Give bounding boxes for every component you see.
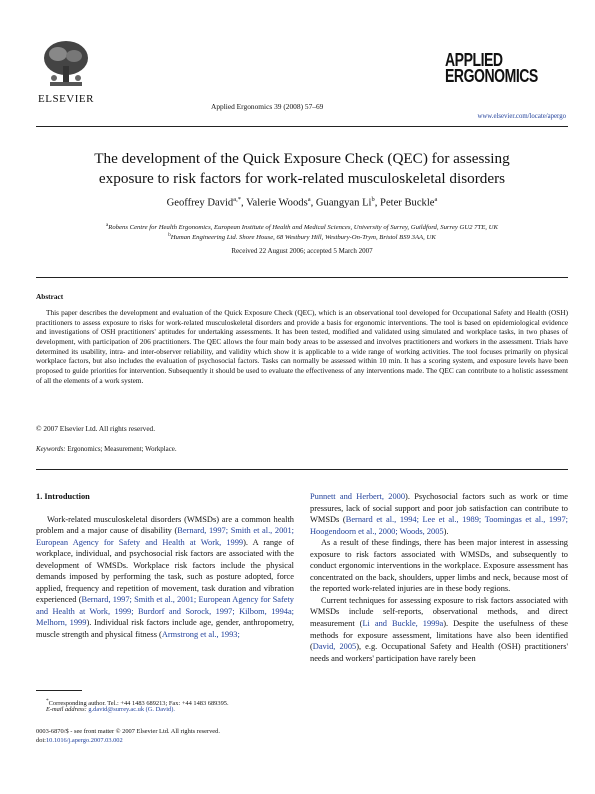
abstract-text: This paper describes the development and evaluation of the Quick Exposure Check (QEC), which is an observational tool developed for Occupational Safety and Health (OSH) practitioners to assess exposure to risks for work-related musculoskeletal disorders and provide a basis for ergonomic interventions. The tool is based on epidemiological evidence and investigations of OSH practitioners' aptitudes for undertaking assessments. It has been tested, modified and validated using simulated and workplace tasks, in two phases of development, with participation of 206 practitioners. The QEC allows the four main body areas to be assessed and involves practitioners and workers in the assessment. Trials have determined its usability, intra- and inter-observer reliability, and validity which show it is applicable to a wide range of working activities. The tool focuses primarily on physical workplace factors, but also includes the evaluation of psychosocial factors. Tasks can normally be assessed within 10 min. It has a scoring system, and exposure levels have been proposed to guide priorities for intervention. Subsequently it should be used to evaluate the effectiveness of any interventions made. The QEC can contribute to a holistic assessment of all the elements of a work system.	[36, 308, 568, 385]
citation-link[interactable]: Punnett and Herbert, 2000	[310, 492, 406, 501]
paragraph-text: ). A range of workplace, individual, and psychosocial risk factors are associated with the development of WMSDs. Workplace risk factors include the physical demands imposed by performing the task, such as posture adopted, force applied, frequency and repetition of movement, task duration and vibration experienced (	[36, 537, 294, 605]
citation-link[interactable]: Bernard, 1997; Smith et al., 2001; European Agency for Safety and Health at Work, 1999	[36, 526, 294, 547]
keywords-list: Ergonomics; Measurement; Workplace.	[65, 446, 177, 453]
title-line-2: exposure to risk factors for work-related musculoskeletal disorders	[98, 170, 506, 187]
affiliation-a-mark: a	[106, 223, 109, 228]
paragraph-text: ). Individual risk factors include age, gender, anthropometry, muscle strength and physical fitness (	[36, 618, 295, 640]
affiliation-b-text: Human Engineering Ltd. Shore House, 68 Westbury Hill, Westbury-On-Trym, Bristol BS9 3AA, UK	[170, 234, 436, 242]
elsevier-tree-icon	[40, 38, 92, 90]
author-affiliation-mark[interactable]: a,*	[233, 196, 241, 203]
paragraph-text: Work-related musculoskeletal disorders (WMSDs) are a common health problem and a major cause of disability (	[36, 514, 294, 536]
journal-reference: Applied Ergonomics 39 (2008) 57–69	[211, 102, 324, 111]
author-affiliation-mark[interactable]: a	[434, 196, 438, 203]
left-column	[36, 491, 294, 641]
copyright-notice: © 2007 Elsevier Ltd. All rights reserved.	[36, 424, 156, 433]
keywords	[36, 446, 177, 453]
citation-link[interactable]: Bernard, 1997; Smith et al., 2001; European Agency for Safety and Health at Work, 1999; Burdorf and Sorock, 1997; Kilbom, 1994a; Melhorn, 1999	[36, 595, 294, 628]
section-heading: 1. Introduction	[36, 492, 90, 501]
front-matter-notice: 0003-6870/$ - see front matter © 2007 Elsevier Ltd. All rights reserved.	[36, 728, 220, 735]
author-name: Peter Buckle	[380, 197, 435, 209]
citation-link[interactable]: Li and Buckle, 1999a	[362, 619, 444, 629]
elsevier-logo	[36, 38, 96, 106]
paragraph-text: ), e.g. Occupational Safety and Health (OSH) practitioners' needs and workers' participation have rarely been	[310, 642, 568, 663]
body-divider	[36, 469, 568, 470]
intro-paragraph-2: As a result of these findings, there has been major interest in assessing exposure to risk factors associated with WMSDs, and subsequently to conduct ergonomic interventions in the workplace. Exposure assessment has concentrated on the back, shoulders, upper limbs and neck, because most of the reported work-related injuries are in these body regions.	[310, 538, 568, 594]
email-label: E-mail address:	[46, 706, 87, 713]
affiliation-b-mark: b	[168, 233, 171, 238]
right-column	[310, 491, 568, 664]
page-header	[36, 38, 566, 120]
email-link[interactable]: g.david@surrey.ac.uk (G. David).	[88, 706, 175, 713]
author-affiliation-mark[interactable]: b	[371, 196, 375, 203]
author-affiliation-mark[interactable]: a	[307, 196, 311, 203]
intro-paragraph-1-cont	[310, 491, 568, 537]
journal-logo-line2: ERGONOMICS	[444, 66, 538, 86]
doi-label: doi:	[36, 737, 46, 744]
journal-url-link[interactable]: www.elsevier.com/locate/apergo	[477, 113, 566, 120]
intro-paragraph-1	[36, 514, 294, 641]
publisher-name: ELSEVIER	[38, 93, 94, 105]
abstract-heading: Abstract	[36, 292, 64, 301]
paragraph-text: ).	[443, 526, 449, 536]
paragraph-text: Current techniques for assessing exposure to risk factors associated with WMSDs include self-reports, observational methods, and direct measurement (	[310, 595, 568, 629]
journal-logo-line1: APPLIED	[444, 50, 503, 70]
abstract-divider	[36, 277, 568, 278]
title-line-1: The development of the Quick Exposure Check (QEC) for assessing	[94, 150, 510, 167]
paragraph-text: ). Despite the usefulness of these methods for exposure assessment, limitations have also been identified (	[310, 619, 568, 652]
author-separator: ,	[310, 197, 316, 209]
footnote-divider	[36, 690, 82, 691]
author-name: Guangyan Li	[315, 197, 372, 209]
keywords-label: Keywords:	[36, 446, 66, 453]
email-note	[36, 706, 294, 715]
citation-link[interactable]: Armstrong et al., 1993;	[161, 630, 240, 640]
received-dates: Received 22 August 2006; accepted 5 March 2007	[231, 247, 373, 255]
doi	[36, 737, 123, 746]
author-list	[36, 196, 568, 209]
doi-link[interactable]: 10.1016/j.apergo.2007.03.002	[45, 737, 123, 744]
author-separator: ,	[240, 197, 247, 209]
corresponding-author-text: Corresponding author. Tel.: +44 1483 689213; Fax: +44 1483 689395.	[48, 700, 229, 708]
author-name: Geoffrey David	[166, 197, 234, 209]
author-name: Valerie Woods	[246, 197, 308, 209]
citation-link[interactable]: Bernard et al., 1994; Lee et al., 1989; Toomingas et al., 1997; Hoogendoorn et al., 2000; Woods, 2005	[310, 515, 569, 536]
journal-logo	[445, 52, 564, 84]
affiliation-a-text: Robens Centre for Health Ergonomics, European Institute of Health and Medical Sciences, University of Surrey, Guildford, Surrey GU2 7TE, UK	[108, 224, 498, 232]
author-separator: ,	[374, 197, 381, 209]
footnote-mark: *	[46, 698, 49, 704]
article-title	[36, 149, 568, 189]
affiliation-b	[36, 231, 568, 242]
paragraph-text: ). Psychosocial factors such as work or time pressures, lack of social support and poor job satisfaction can contribute to WMSDs (	[310, 492, 568, 525]
intro-paragraph-3	[310, 595, 568, 664]
citation-link[interactable]: David, 2005	[312, 642, 357, 652]
header-divider	[36, 126, 568, 127]
